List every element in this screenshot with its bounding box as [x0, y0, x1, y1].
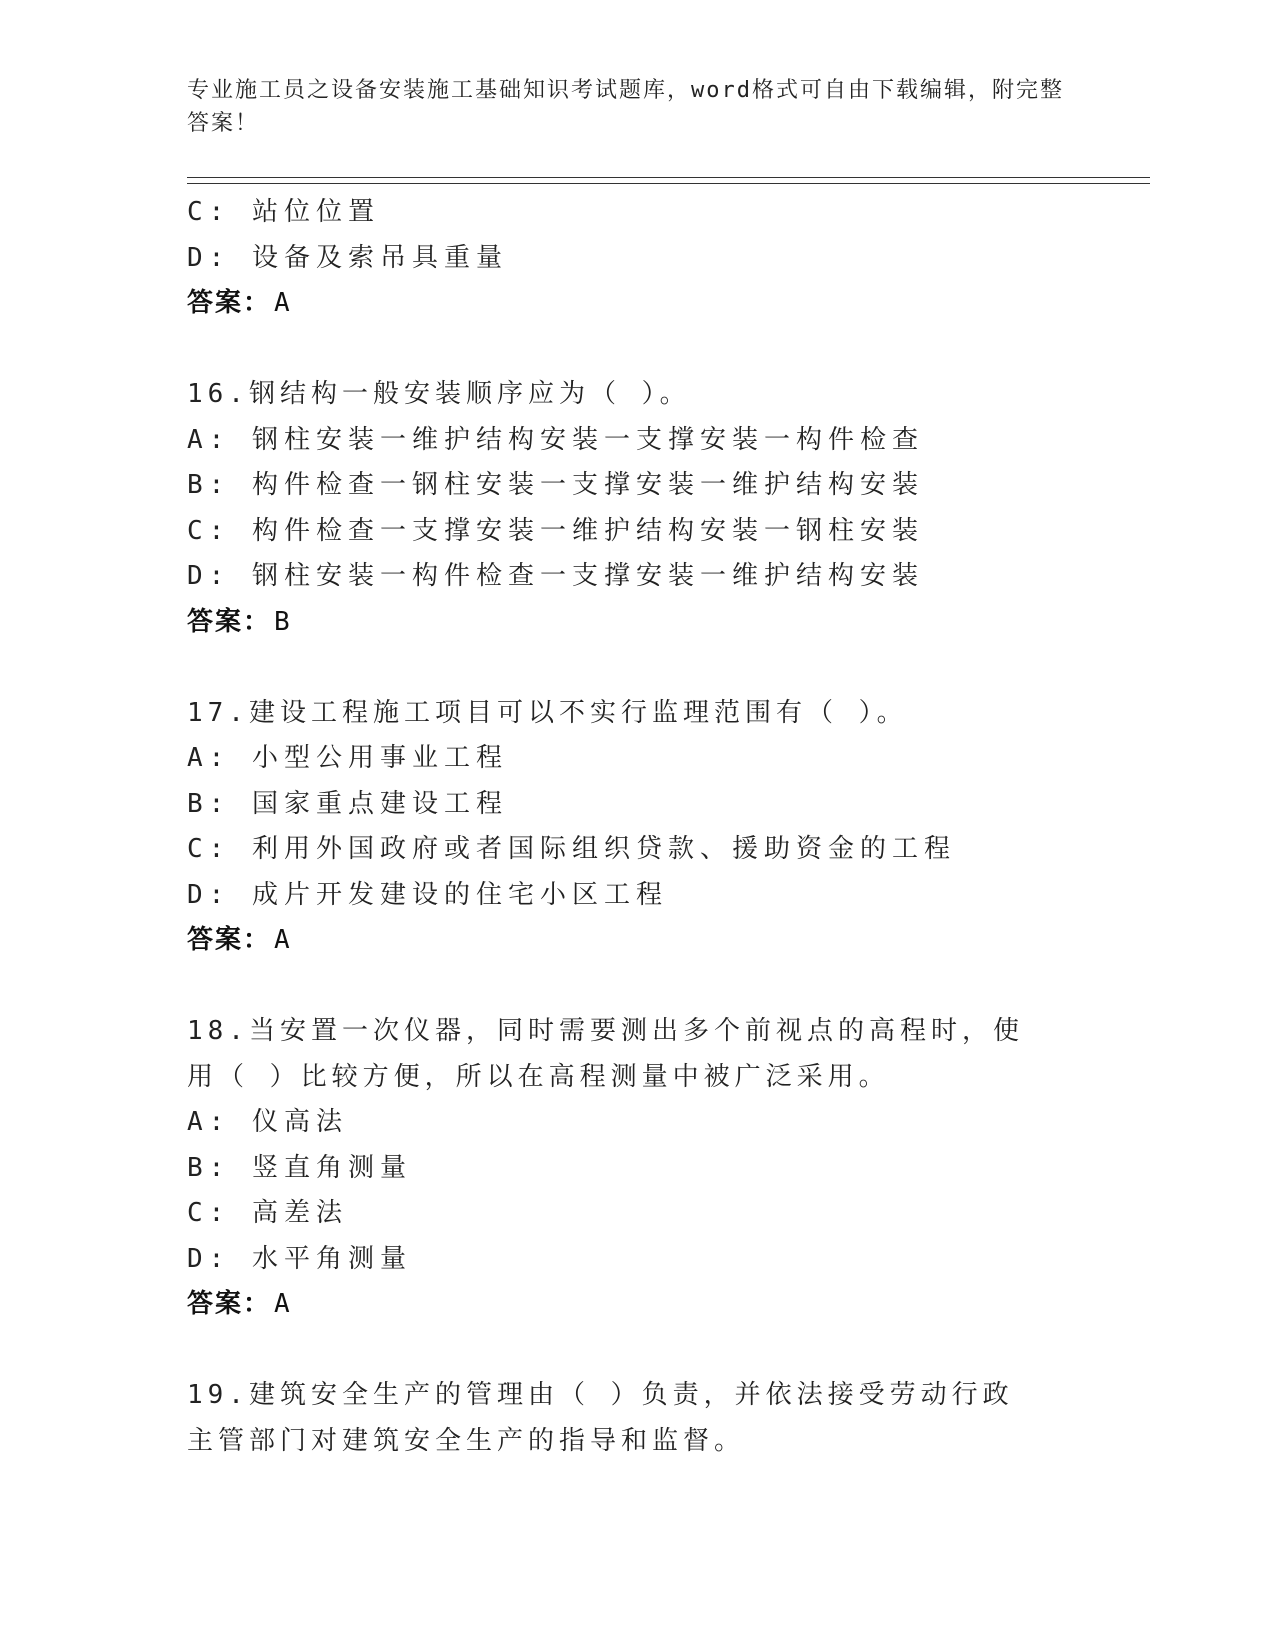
answer-separator: ： — [243, 925, 271, 955]
answer-line — [187, 281, 1150, 327]
question-content — [187, 190, 1150, 1464]
option-b: B: 构件检查一钢柱安装一支撑安装一维护结构安装 — [187, 470, 924, 500]
option-b: B: 竖直角测量 — [187, 1152, 412, 1183]
answer-value: B — [274, 606, 291, 637]
option-b: B: 国家重点建设工程 — [187, 788, 508, 819]
answer-line — [187, 918, 1150, 964]
answer-separator: ： — [243, 1289, 271, 1319]
option-a: A: 仪高法 — [187, 1107, 348, 1137]
answer-line — [187, 600, 1150, 646]
header-divider — [187, 177, 1150, 184]
question-stem-18: 18.当安置一次仪器，同时需要测出多个前视点的高程时，使用（ ）比较方便，所以在高程测量中被广泛采用。 — [187, 1016, 1024, 1092]
option-c: C: 站位位置 — [187, 197, 380, 227]
answer-value: A — [274, 288, 291, 318]
answer-label: 答案 — [187, 925, 244, 955]
question-stem-16: 16.钢结构一般安装顺序应为（ ）。 — [187, 379, 691, 409]
answer-line — [187, 1282, 1150, 1328]
option-d: D: 成片开发建设的住宅小区工程 — [187, 879, 668, 910]
question-stem-19: 19.建筑安全生产的管理由（ ）负责，并依法接受劳动行政主管部门对建筑安全生产的指导和监督。 — [187, 1380, 1014, 1456]
answer-value: A — [274, 925, 291, 955]
answer-value: A — [274, 1289, 291, 1319]
option-c: C: 构件检查一支撑安装一维护结构安装一钢柱安装 — [187, 515, 924, 546]
option-d: D: 设备及索吊具重量 — [187, 242, 508, 273]
answer-separator: ： — [243, 288, 271, 318]
document-header-title: 专业施工员之设备安装施工基础知识考试题库，word格式可自由下载编辑，附完整答案！ — [187, 78, 1064, 136]
option-d: D: 钢柱安装一构件检查一支撑安装一维护结构安装 — [187, 561, 924, 591]
option-c: C: 高差法 — [187, 1198, 348, 1228]
question-stem-17: 17.建设工程施工项目可以不实行监理范围有（ ）。 — [187, 697, 908, 728]
answer-label: 答案 — [187, 606, 244, 637]
answer-label: 答案 — [187, 288, 244, 318]
option-c: C: 利用外国政府或者国际组织贷款、援助资金的工程 — [187, 834, 956, 864]
option-a: A: 钢柱安装一维护结构安装一支撑安装一构件检查 — [187, 424, 924, 455]
answer-label: 答案 — [187, 1289, 244, 1319]
option-d: D: 水平角测量 — [187, 1243, 412, 1274]
option-a: A: 小型公用事业工程 — [187, 743, 508, 773]
answer-separator: ： — [243, 606, 271, 637]
